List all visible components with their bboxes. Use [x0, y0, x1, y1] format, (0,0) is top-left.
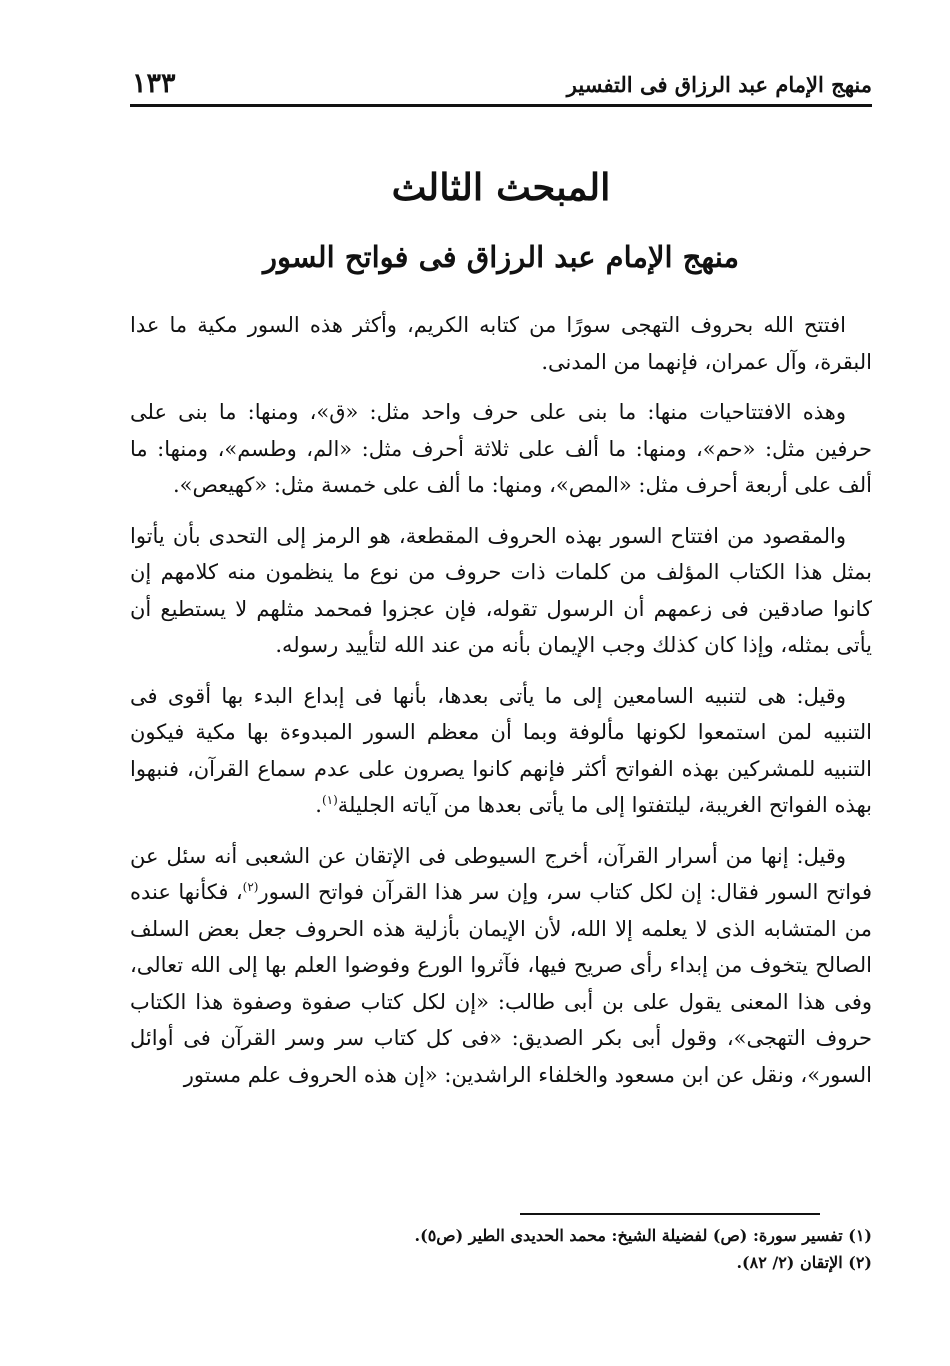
paragraph-text-continued: ، فكأنها عنده من المتشابه الذى لا يعلمه إلا الله، لأن الإيمان بأزلية هذه الحروف جعل بعض السلف الصالح يتخوف من إبداء رأى صريح فيها، فآثروا الورع وفوضوا العلم بها إلى الله تعالى، وفى هذا المعنى يقول على بن أبى طالب: «إن لكل كتاب صفوة وصفوة هذا الكتاب حروف التهجى»، وقول أبى بكر الصديق: «فى كل كتاب سر وسر القرآن فى أوائل السور»، ونقل عن ابن مسعود والخلفاء الراشدين: «إن هذه الحروف علم مستور [130, 880, 872, 1087]
paragraph: افتتح الله بحروف التهجى سورًا من كتابه الكريم، وأكثر هذه السور مكية ما عدا البقرة، وآل عمران، فإنهما من المدنى. [130, 313, 872, 374]
paragraph: وهذه الافتتاحيات منها: ما بنى على حرف واحد مثل: «ق»، ومنها: ما بنى على حرفين مثل: «حم»، ومنها: ما ألف على ثلاثة أحرف مثل: «الم، وطسم»، ومنها: ما ألف على أربعة أحرف مثل: «المص»، ومنها: ما ألف على خمسة مثل: «كهيعص». [130, 400, 872, 497]
paragraph: والمقصود من افتتاح السور بهذه الحروف المقطعة، هو الرمز إلى التحدى بأن يأتوا بمثل هذا الكتاب المؤلف من كلمات ذات حروف من نوع ما ينظمون منه كلامهم إن كانوا صادقين فى زعمهم أن الرسول تقوله، فإن عجزوا فمحمد مثلهم لا يستطيع أن يأتى بمثله، وإذا كان كذلك وجب الإيمان بأنه من عند الله لتأييد رسوله. [130, 523, 872, 657]
footnote: (١) تفسير سورة: (ص) لفضيلة الشيخ: محمد الحديدى الطير (ص٥). [414, 1226, 872, 1245]
paragraph-end: . [315, 793, 322, 817]
page-number: ١٣٣ [132, 68, 176, 99]
running-header-title: منهج الإمام عبد الرزاق فى التفسير [566, 72, 872, 97]
paragraph-text: وقيل: هى لتنبيه السامعين إلى ما يأتى بعدها، بأنها فى إبداع البدء بها أقوى فى التنبيه لمن استمعوا لكونها مألوفة وبما أن معظم السور المبدوءة بها مكية فيكون التنبيه للمشركين بهذه الفواتح أكثر فإنهم كانوا يصرون على عدم سماع القرآن، فنبهوا بهذه الفواتح الغريبة، ليلتفتوا إلى ما يأتى بعدها من آياته الجليلة [130, 683, 872, 817]
footnote-ref: (٢) [242, 880, 259, 894]
body-text [130, 307, 872, 1093]
section-subtitle: منهج الإمام عبد الرزاق فى فواتح السور [262, 240, 740, 274]
paragraph [130, 838, 872, 1094]
running-header [130, 60, 872, 107]
paragraph-text: وقيل: إنها من أسرار القرآن، أخرج السيوطى فى الإتقان عن الشعبى أنه سئل عن فواتح السور فقال: إن لكل كتاب سر، وإن سر هذا القرآن فواتح السور [130, 843, 872, 904]
footnote: (٢) الإتقان (٢/ ٨٢). [736, 1253, 872, 1272]
footnotes [130, 1222, 872, 1276]
paragraph [130, 678, 872, 824]
section-heading: المبحث الثالث [391, 165, 611, 209]
page [130, 60, 872, 1107]
footnote-ref: (١) [321, 793, 338, 807]
footnote-divider [520, 1213, 820, 1215]
